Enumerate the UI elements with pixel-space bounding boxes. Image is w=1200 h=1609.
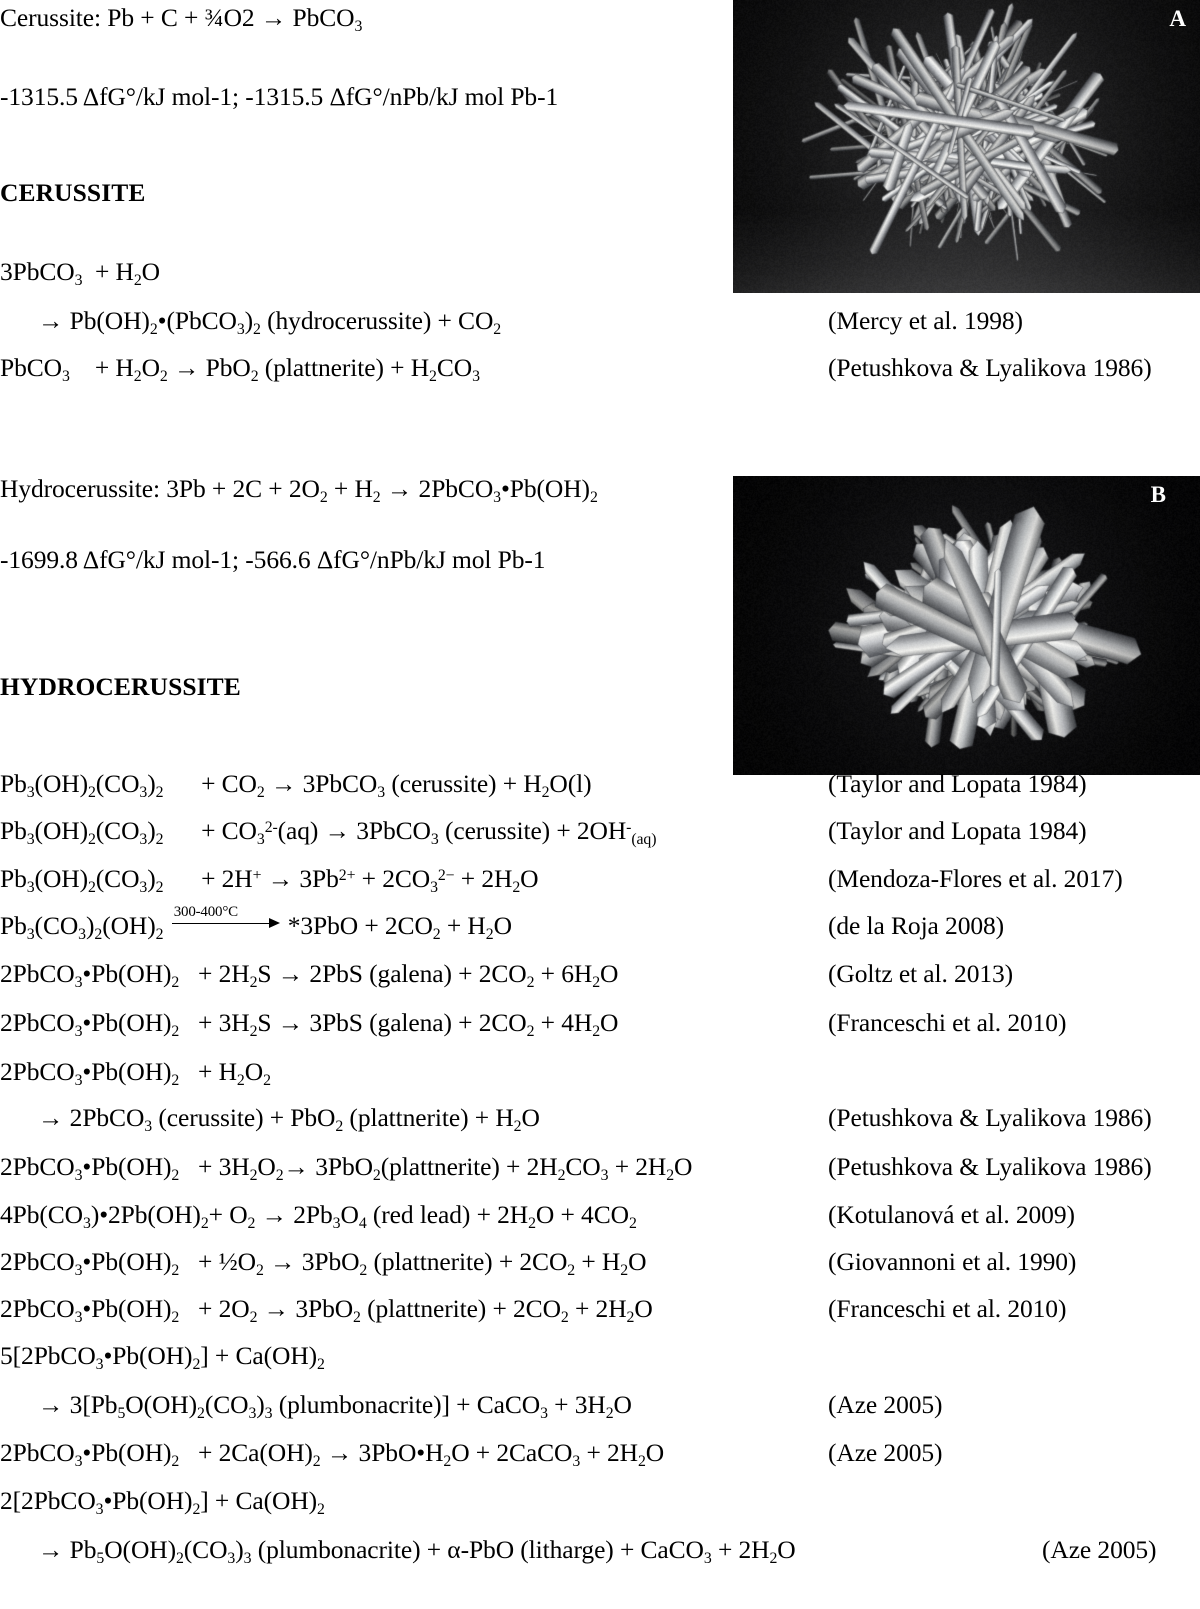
cerussite-crystal-image xyxy=(733,0,1200,293)
cerussite-reaction-1-line-1: 3PbCO$_3$ + $H_2O$ xyxy=(0,257,160,290)
hydrocerussite-reaction-12-line-1: $5[2PbCO_3•Pb(OH)_2] + Ca(OH)_2$ xyxy=(0,1341,325,1374)
hydrocerussite-reaction-5: $2PbCO_3•Pb(OH)_2 + 2H_2S \to 2PbS$ (galena) + $2CO_2 + 6H_2O$ xyxy=(0,959,619,992)
hydrocerussite-reaction-4: $Pb_3(CO_3)_2(OH)_2$ 300-400°C $*3PbO + 2CO_2 + H_2O$ xyxy=(0,904,512,944)
cerussite-photo-panel xyxy=(733,0,1200,293)
hydrocerussite-reaction-7-citation: (Petushkova & Lyalikova 1986) xyxy=(828,1103,1152,1132)
arrow-head xyxy=(269,918,280,928)
cerussite-formation-equation: Cerussite: Pb + C + ¾O2 → PbCO$_3$ xyxy=(0,3,363,36)
cerussite-reaction-2: PbCO$_3$ + $H_2O_2 \to PbO_2$ (plattnerite) + $H_2CO_3$ xyxy=(0,353,480,386)
hydrocerussite-reaction-7-line-2: → 2PbCO$_3$ (cerussite) + PbO$_2$ (plattnerite) + $H_2O$ xyxy=(38,1103,540,1136)
thermal-condition-arrow xyxy=(170,904,288,941)
hydrocerussite-reaction-2: $Pb_3(OH)_2(CO_3)_2$ + $CO_3^{2-}(aq)$ → 3PbCO$_3$ (cerussite) + $2OH^-_{(aq)}$ xyxy=(0,816,657,849)
hydrocerussite-reaction-10-citation: (Giovannoni et al. 1990) xyxy=(828,1247,1077,1276)
arrow-shaft xyxy=(172,923,272,924)
hydrocerussite-formation-equation: Hydrocerussite: $3Pb + 2C + 2O_2 + H_2$ → $2PbCO_3•Pb(OH)_2$ xyxy=(0,474,598,507)
hydrocerussite-reaction-1-citation: (Taylor and Lopata 1984) xyxy=(828,769,1087,798)
hydrocerussite-reaction-6-citation: (Franceschi et al. 2010) xyxy=(828,1008,1067,1037)
panel-label-b: B xyxy=(1150,482,1166,507)
hydrocerussite-reaction-14-line-1: $2[2PbCO_3•Pb(OH)_2] + Ca(OH)_2$ xyxy=(0,1486,325,1519)
hydrocerussite-reaction-7-line-1: $2PbCO_3•Pb(OH)_2 + H_2O_2$ xyxy=(0,1057,271,1090)
hydrocerussite-reaction-9-citation: (Kotulanová et al. 2009) xyxy=(828,1200,1075,1229)
hydrocerussite-reaction-1: $Pb_3(OH)_2(CO_3)_2$ + $CO_2$ → 3PbCO$_3$ (cerussite) + $H_2O(l)$ xyxy=(0,769,592,802)
hydrocerussite-reaction-4-citation: (de la Roja 2008) xyxy=(828,911,1005,940)
hydrocerussite-reaction-2-citation: (Taylor and Lopata 1984) xyxy=(828,816,1087,845)
hydrocerussite-reaction-13-citation: (Aze 2005) xyxy=(828,1438,943,1467)
hydrocerussite-reaction-3: $Pb_3(OH)_2(CO_3)_2$ + $2H^+ \to 3Pb^{2+} + 2CO_3^{2-} + 2H_2O$ xyxy=(0,864,539,897)
hydrocerussite-reaction-6: $2PbCO_3•Pb(OH)_2 + 3H_2S \to 3PbS$ (galena) + $2CO_2 + 4H_2O$ xyxy=(0,1008,619,1041)
hydrocerussite-reaction-9: $4Pb(CO_3)•2Pb(OH)_2+ O_2 \to 2Pb_3O_4$ (red lead) + $2H_2O + 4CO_2$ xyxy=(0,1200,637,1233)
hydrocerussite-reaction-3-citation: (Mendoza-Flores et al. 2017) xyxy=(828,864,1123,893)
hydrocerussite-reaction-8-citation: (Petushkova & Lyalikova 1986) xyxy=(828,1152,1152,1181)
cerussite-reaction-1-citation: (Mercy et al. 1998) xyxy=(828,306,1023,335)
panel-label-a: A xyxy=(1169,6,1186,31)
thermal-condition-label: 300-400°C xyxy=(173,904,238,921)
hydrocerussite-energy-values: -1699.8 ΔfG°/kJ mol-1; -566.6 ΔfG°/nPb/kJ mol Pb-1 xyxy=(0,545,546,574)
cerussite-reaction-1-line-2: → $Pb(OH)_2•(PbCO_3)_2$ (hydrocerussite) + $CO_2$ xyxy=(38,306,502,339)
hydrocerussite-reaction-14-line-2: → $Pb_5O(OH)_2(CO_3)_3$ (plumbonacrite) + α-PbO (litharge) + CaCO$_3$ + $2H_2O$ xyxy=(38,1535,796,1568)
hydrocerussite-reaction-11-citation: (Franceschi et al. 2010) xyxy=(828,1294,1067,1323)
cerussite-energy-values: -1315.5 ΔfG°/kJ mol-1; -1315.5 ΔfG°/nPb/kJ mol Pb-1 xyxy=(0,82,559,111)
hydrocerussite-reaction-5-citation: (Goltz et al. 2013) xyxy=(828,959,1014,988)
hydrocerussite-reaction-11: $2PbCO_3•Pb(OH)_2 + 2O_2 \to 3PbO_2$ (plattnerite) + $2CO_2 + 2H_2O$ xyxy=(0,1294,653,1327)
hydrocerussite-reaction-12-citation: (Aze 2005) xyxy=(828,1390,943,1419)
hydrocerussite-photo-panel xyxy=(733,476,1200,775)
hydrocerussite-heading: HYDROCERUSSITE xyxy=(0,672,241,701)
hydrocerussite-reaction-13: $2PbCO_3•Pb(OH)_2 + 2Ca(OH)_2$ → $3PbO•H_2O$ + 2CaCO$_3$ + $2H_2O$ xyxy=(0,1438,665,1471)
hydrocerussite-reaction-12-line-2: → $3[Pb_5O(OH)_2(CO_3)_3$ (plumbonacrite)] + CaCO$_3$ + $3H_2O$ xyxy=(38,1390,632,1423)
hydrocerussite-crystal-image xyxy=(733,476,1200,775)
hydrocerussite-reaction-8: $2PbCO_3•Pb(OH)_2 + 3H_2O_2\to$ 3PbO$_2$(plattnerite) + $2H_2CO_3 + 2H_2O$ xyxy=(0,1152,693,1185)
hydrocerussite-reaction-10: $2PbCO_3•Pb(OH)_2$ + $\frac{1}{2}O_2 \to 3PbO_2$ (plattnerite) + $2CO_2 + H_2O$ xyxy=(0,1247,647,1280)
cerussite-reaction-2-citation: (Petushkova & Lyalikova 1986) xyxy=(828,353,1152,382)
hydrocerussite-reaction-14-citation: (Aze 2005) xyxy=(1042,1535,1157,1564)
cerussite-heading: CERUSSITE xyxy=(0,178,146,207)
